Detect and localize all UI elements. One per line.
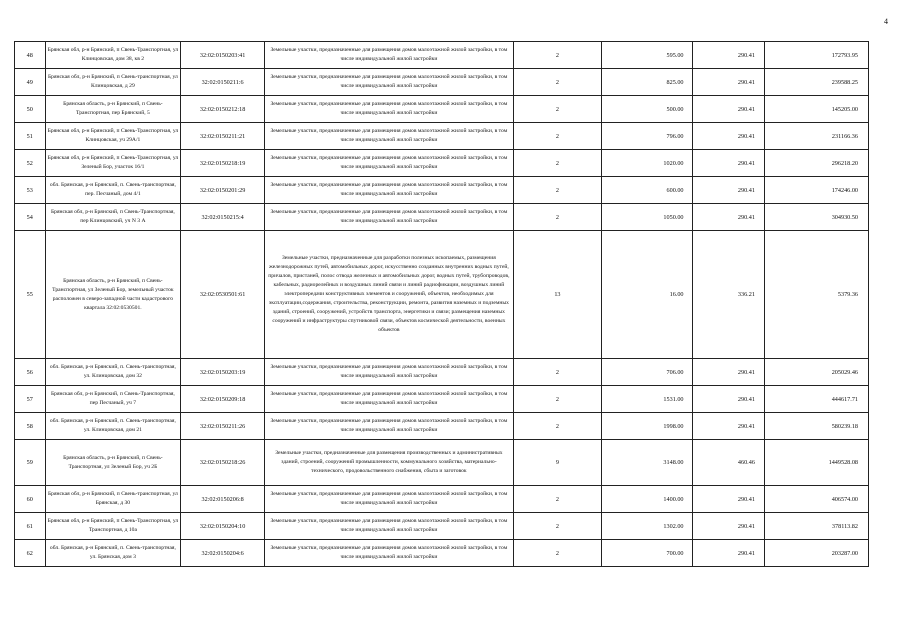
area-cell: 1400.00 [602,486,692,513]
cadastral-number: 32:02:0150204:6 [181,540,265,567]
area-cell: 500.00 [602,96,692,123]
address-cell: Брянская область, р-н Брянский, п Свень-Транспортная, ул Зеленый Бор, уч 2Б [45,440,181,486]
row-number: 58 [15,413,46,440]
cadastral-number: 32:02:0530501:61 [181,231,265,359]
table-row [15,540,869,567]
cadastral-value-cell: 378113.82 [764,513,868,540]
cadastral-value-cell: 174246.00 [764,177,868,204]
address-cell: Брянская обл, р-н Брянский, п Свень-Транспортная, ул Клинцовская, дом 38, кв 2 [45,42,181,69]
area-cell: 1531.00 [602,386,692,413]
table-row [15,513,869,540]
rate-cell: 290.41 [692,42,764,69]
rate-cell: 290.41 [692,386,764,413]
rate-cell: 290.41 [692,96,764,123]
area-cell: 1302.00 [602,513,692,540]
address-cell: Брянская область, р-н Брянский, п Свень-Транспортная, пер Брянский, 5 [45,96,181,123]
rate-cell: 290.41 [692,69,764,96]
cadastral-value-cell: 231166.36 [764,123,868,150]
row-number: 52 [15,150,46,177]
land-use-cell: Земельные участки, предназначенные для размещения домов малоэтажной жилой застройки, в том числе индивидуальной жилой застройки [264,386,513,413]
cadastral-number: 32:02:0150215:4 [181,204,265,231]
land-use-cell: Земельные участки, предназначенные для размещения домов малоэтажной жилой застройки, в том числе индивидуальной жилой застройки [264,413,513,440]
cadastral-value-cell: 203287.00 [764,540,868,567]
land-use-cell: Земельные участки, предназначенные для размещения домов малоэтажной жилой застройки, в том числе индивидуальной жилой застройки [264,42,513,69]
category-cell: 2 [513,177,601,204]
row-number: 53 [15,177,46,204]
cadastral-number: 32:02:0150211:6 [181,69,265,96]
cadastral-value-cell: 580239.18 [764,413,868,440]
cadastral-value-cell: 296218.20 [764,150,868,177]
category-cell: 2 [513,42,601,69]
row-number: 57 [15,386,46,413]
land-use-cell: Земельные участки, предназначенные для размещения домов малоэтажной жилой застройки, в том числе индивидуальной жилой застройки [264,123,513,150]
table-row [15,359,869,386]
category-cell: 13 [513,231,601,359]
land-use-cell: Земельные участки, предназначенные для размещения домов малоэтажной жилой застройки, в том числе индивидуальной жилой застройки [264,540,513,567]
category-cell: 2 [513,359,601,386]
category-cell: 2 [513,150,601,177]
land-use-cell: Земельные участки, предназначенные для размещения домов малоэтажной жилой застройки, в том числе индивидуальной жилой застройки [264,204,513,231]
row-number: 48 [15,42,46,69]
rate-cell: 290.41 [692,359,764,386]
area-cell: 706.00 [602,359,692,386]
address-cell: Брянская обл, р-н Брянский, п Свень-транспортная, ул Клинцовская, д 29 [45,69,181,96]
table-body [15,42,869,567]
category-cell: 2 [513,486,601,513]
land-use-cell: Земельные участки, предназначенные для размещения домов малоэтажной жилой застройки, в том числе индивидуальной жилой застройки [264,69,513,96]
cadastral-number: 32:02:0150218:26 [181,440,265,486]
area-cell: 16.00 [602,231,692,359]
area-cell: 600.00 [602,177,692,204]
category-cell: 2 [513,96,601,123]
rate-cell: 290.41 [692,413,764,440]
page-number: 4 [884,17,888,26]
cadastral-number: 32:02:0150206:8 [181,486,265,513]
area-cell: 1050.00 [602,204,692,231]
area-cell: 595.00 [602,42,692,69]
address-cell: Брянская обл, р-н Брянский, п Свень-Транспортная, пер Песчаный, уч 7 [45,386,181,413]
row-number: 51 [15,123,46,150]
address-cell: обл. Брянская, р-н Брянский, п. Свень-транспортная, ул. Клинцовская, дом 32 [45,359,181,386]
category-cell: 2 [513,413,601,440]
land-use-cell: Земельные участки, предназначенные для разработки полезных ископаемых, размещения железнодорожных путей, автомобильных дорог, искусственно созданных внутренних водных путей, причалов, пристаней, полос отвода железных и автомобильных дорог, водных путей, трубопроводов, кабельных, радиорелейных и воздушных линий связи и линий радиофикации, воздушных линий электропередачи конструктивных элементов и сооружений, объектов, необходимых для эксплуатации,содержания, строительства, реконструкции, ремонта, развития наземных и подземных зданий, строений, сооружений, устройств транспорта, энергетики и связи; размещения наземных сооружений и инфраструктуры спутниковой связи, объектов космической деятельности, военных объектов [264,231,513,359]
land-use-cell: Земельные участки, предназначенные для размещения производственных и административных зданий, строений, сооружений промышленности, коммунального хозяйства, материально-технического, продовольственного снабжения, сбыта и заготовок [264,440,513,486]
table-row [15,413,869,440]
address-cell: Брянская обл, р-н Брянский, п Свень-транспортная, ул Брянская, д 30 [45,486,181,513]
table-row [15,231,869,359]
area-cell: 1020.00 [602,150,692,177]
land-plot-table [14,41,869,567]
area-cell: 825.00 [602,69,692,96]
land-use-cell: Земельные участки, предназначенные для размещения домов малоэтажной жилой застройки, в том числе индивидуальной жилой застройки [264,150,513,177]
cadastral-number: 32:02:0150201:29 [181,177,265,204]
address-cell: Брянская обл, р-н Брянский, п Свень-Транспортная, ул Зеленый Бор, участок 16/1 [45,150,181,177]
address-cell: обл. Брянская, р-н Брянский, п. Свень-транспортная, ул. Брянская, дом 3 [45,540,181,567]
address-cell: Брянская область, р-н Брянский, п Свень-Транспортная, ул Зеленый Бор, земельный участок расположен в северо-западной части кадастрового квартала 32:02:0530501. [45,231,181,359]
rate-cell: 460.46 [692,440,764,486]
category-cell: 2 [513,513,601,540]
land-use-cell: Земельные участки, предназначенные для размещения домов малоэтажной жилой застройки, в том числе индивидуальной жилой застройки [264,177,513,204]
cadastral-number: 32:02:0150218:19 [181,150,265,177]
area-cell: 3148.00 [602,440,692,486]
rate-cell: 290.41 [692,513,764,540]
rate-cell: 290.41 [692,177,764,204]
category-cell: 9 [513,440,601,486]
area-cell: 1998.00 [602,413,692,440]
cadastral-value-cell: 304930.50 [764,204,868,231]
table-row [15,177,869,204]
rate-cell: 290.41 [692,123,764,150]
row-number: 50 [15,96,46,123]
area-cell: 700.00 [602,540,692,567]
table-row [15,486,869,513]
cadastral-value-cell: 406574.00 [764,486,868,513]
row-number: 62 [15,540,46,567]
category-cell: 2 [513,69,601,96]
area-cell: 796.00 [602,123,692,150]
land-use-cell: Земельные участки, предназначенные для размещения домов малоэтажной жилой застройки, в том числе индивидуальной жилой застройки [264,486,513,513]
rate-cell: 290.41 [692,540,764,567]
table-row [15,150,869,177]
cadastral-value-cell: 444617.71 [764,386,868,413]
row-number: 55 [15,231,46,359]
cadastral-number: 32:02:0150204:10 [181,513,265,540]
land-use-cell: Земельные участки, предназначенные для размещения домов малоэтажной жилой застройки, в том числе индивидуальной жилой застройки [264,96,513,123]
row-number: 54 [15,204,46,231]
cadastral-number: 32:02:0150209:18 [181,386,265,413]
address-cell: обл. Брянская, р-н Брянский, п. Свень-транспортная, пер. Песчаный, дом 4/1 [45,177,181,204]
land-use-cell: Земельные участки, предназначенные для размещения домов малоэтажной жилой застройки, в том числе индивидуальной жилой застройки [264,513,513,540]
rate-cell: 290.41 [692,150,764,177]
land-use-cell: Земельные участки, предназначенные для размещения домов малоэтажной жилой застройки, в том числе индивидуальной жилой застройки [264,359,513,386]
row-number: 56 [15,359,46,386]
category-cell: 2 [513,386,601,413]
table-row [15,42,869,69]
address-cell: Брянская обл, р-н Брянский, п Свень-Транспортная, ул Клинцовская, уч 29А/1 [45,123,181,150]
row-number: 59 [15,440,46,486]
table-row [15,440,869,486]
cadastral-number: 32:02:0150211:26 [181,413,265,440]
row-number: 49 [15,69,46,96]
address-cell: Брянская обл, р-н Брянский, п Свень-Транспортная, ул Транспортная, д 10а [45,513,181,540]
table-row [15,386,869,413]
table-row [15,69,869,96]
row-number: 60 [15,486,46,513]
cadastral-value-cell: 172793.95 [764,42,868,69]
table-row [15,96,869,123]
cadastral-value-cell: 1449528.08 [764,440,868,486]
rate-cell: 290.41 [692,486,764,513]
address-cell: Брянская обл, р-н Брянский, п Свень-Транспортная, пер Клинцовский, уч N 3 А [45,204,181,231]
cadastral-number: 32:02:0150211:21 [181,123,265,150]
cadastral-value-cell: 5379.36 [764,231,868,359]
address-cell: обл. Брянская, р-н Брянский, п. Свень-транспортная, ул. Клинцовская, дом 21 [45,413,181,440]
table-row [15,204,869,231]
cadastral-value-cell: 205029.46 [764,359,868,386]
cadastral-number: 32:02:0150212:18 [181,96,265,123]
rate-cell: 336.21 [692,231,764,359]
category-cell: 2 [513,204,601,231]
cadastral-value-cell: 145205.00 [764,96,868,123]
table-row [15,123,869,150]
cadastral-value-cell: 239588.25 [764,69,868,96]
cadastral-number: 32:02:0150203:19 [181,359,265,386]
cadastral-number: 32:02:0150203:41 [181,42,265,69]
category-cell: 2 [513,123,601,150]
row-number: 61 [15,513,46,540]
category-cell: 2 [513,540,601,567]
rate-cell: 290.41 [692,204,764,231]
